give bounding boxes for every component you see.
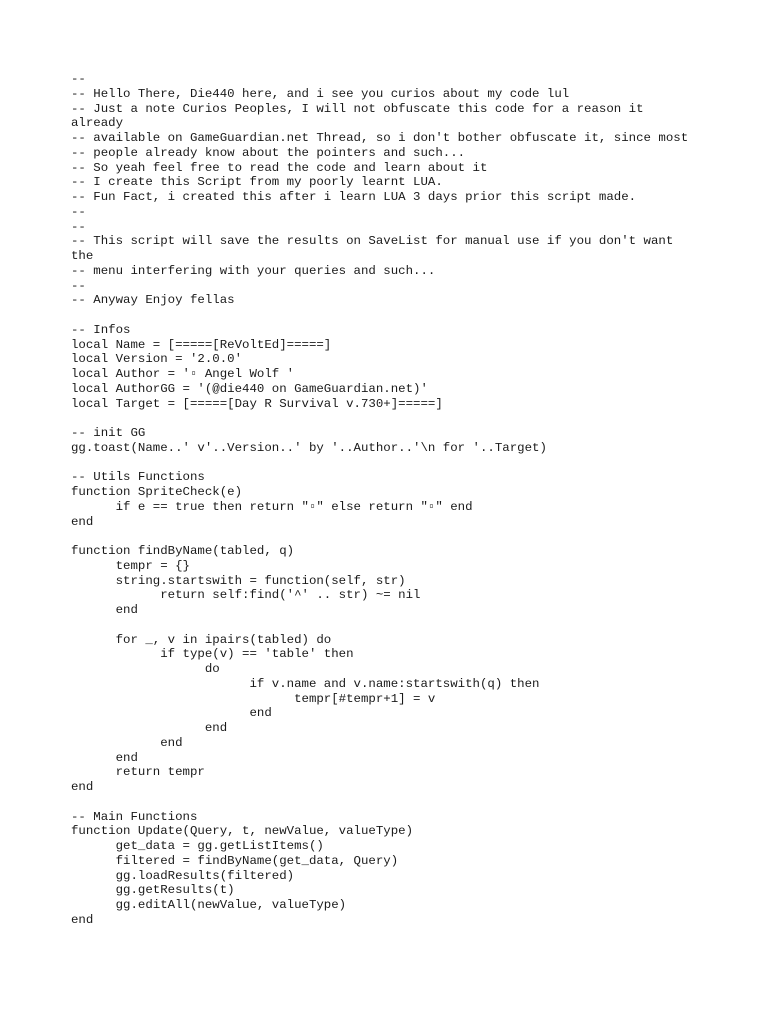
code-line: local Version = '2.0.0' xyxy=(71,352,243,367)
code-line: -- Utils Functions xyxy=(71,470,205,485)
code-line: -- Fun Fact, i created this after i learn LUA 3 days prior this script made. xyxy=(71,190,637,204)
code-line: the xyxy=(71,249,94,263)
code-line: -- available on GameGuardian.net Thread, so i don't bother obfuscate it, since most xyxy=(71,131,689,145)
code-line: end xyxy=(71,514,94,529)
code-line: -- Anyway Enjoy fellas xyxy=(71,293,235,308)
code-line xyxy=(71,529,731,544)
code-line: local Author = '▫ Angel Wolf ' xyxy=(71,367,295,381)
code-line: string.startswith = function(self, str) xyxy=(71,573,406,588)
code-line: local Name = [=====[ReVoltEd]=====] xyxy=(71,337,332,352)
code-line: -- Hello There, Die440 here, and i see you curios about my code lul xyxy=(71,86,570,101)
code-line: end xyxy=(71,721,228,735)
code-line: -- So yeah feel free to read the code and learn about it xyxy=(71,160,488,175)
code-line: -- xyxy=(71,219,86,234)
code-line: -- I create this Script from my poorly learnt LUA. xyxy=(71,175,443,190)
code-line: function findByName(tabled, q) xyxy=(71,544,295,558)
code-line: end xyxy=(71,750,138,765)
code-line: end xyxy=(71,780,94,794)
code-line: filtered = findByName(get_data, Query) xyxy=(71,853,399,868)
code-line: return self:find('^' .. str) ~= nil xyxy=(71,588,421,603)
code-listing xyxy=(71,72,731,928)
code-line: -- Main Functions xyxy=(71,809,198,824)
code-line: -- xyxy=(71,204,86,219)
code-line: if e == true then return "▫" else return "▫" end xyxy=(71,499,473,514)
code-line: local AuthorGG = '(@die440 on GameGuardian.net)' xyxy=(71,381,428,396)
code-line: -- xyxy=(71,278,86,293)
code-line: gg.toast(Name..' v'..Version..' by '..Author..'\n for '..Target) xyxy=(71,440,547,455)
code-line xyxy=(71,308,731,323)
code-line: -- menu interfering with your queries and such... xyxy=(71,263,436,278)
code-line: function Update(Query, t, newValue, valueType) xyxy=(71,824,414,839)
code-line: for _, v in ipairs(tabled) do xyxy=(71,632,332,647)
code-line: function SpriteCheck(e) xyxy=(71,485,243,499)
code-line: end xyxy=(71,706,272,721)
code-line: -- init GG xyxy=(71,426,146,440)
code-line: gg.loadResults(filtered) xyxy=(71,868,295,883)
code-line: if v.name and v.name:startswith(q) then xyxy=(71,676,540,691)
code-line: if type(v) == 'table' then xyxy=(71,647,354,662)
code-line: gg.editAll(newValue, valueType) xyxy=(71,898,347,912)
code-line: end xyxy=(71,735,183,750)
code-line xyxy=(71,411,731,426)
code-line: do xyxy=(71,662,220,676)
code-line: -- Just a note Curios Peoples, I will not obfuscate this code for a reason it xyxy=(71,101,644,116)
code-line xyxy=(71,456,731,471)
code-line: end xyxy=(71,912,94,927)
code-line: -- This script will save the results on SaveList for manual use if you don't want xyxy=(71,234,674,249)
code-line: already xyxy=(71,116,124,131)
code-line: gg.getResults(t) xyxy=(71,883,235,898)
code-line: return tempr xyxy=(71,765,205,780)
code-line: tempr[#tempr+1] = v xyxy=(71,691,436,706)
code-line: get_data = gg.getListItems() xyxy=(71,839,324,853)
code-line xyxy=(71,618,731,633)
code-line: -- xyxy=(71,72,86,86)
code-line: -- Infos xyxy=(71,322,131,337)
code-line: local Target = [=====[Day R Survival v.730+]=====] xyxy=(71,396,443,411)
code-line: end xyxy=(71,603,138,617)
code-line: -- people already know about the pointers and such... xyxy=(71,145,466,160)
code-line: tempr = {} xyxy=(71,558,190,573)
code-line xyxy=(71,795,731,810)
